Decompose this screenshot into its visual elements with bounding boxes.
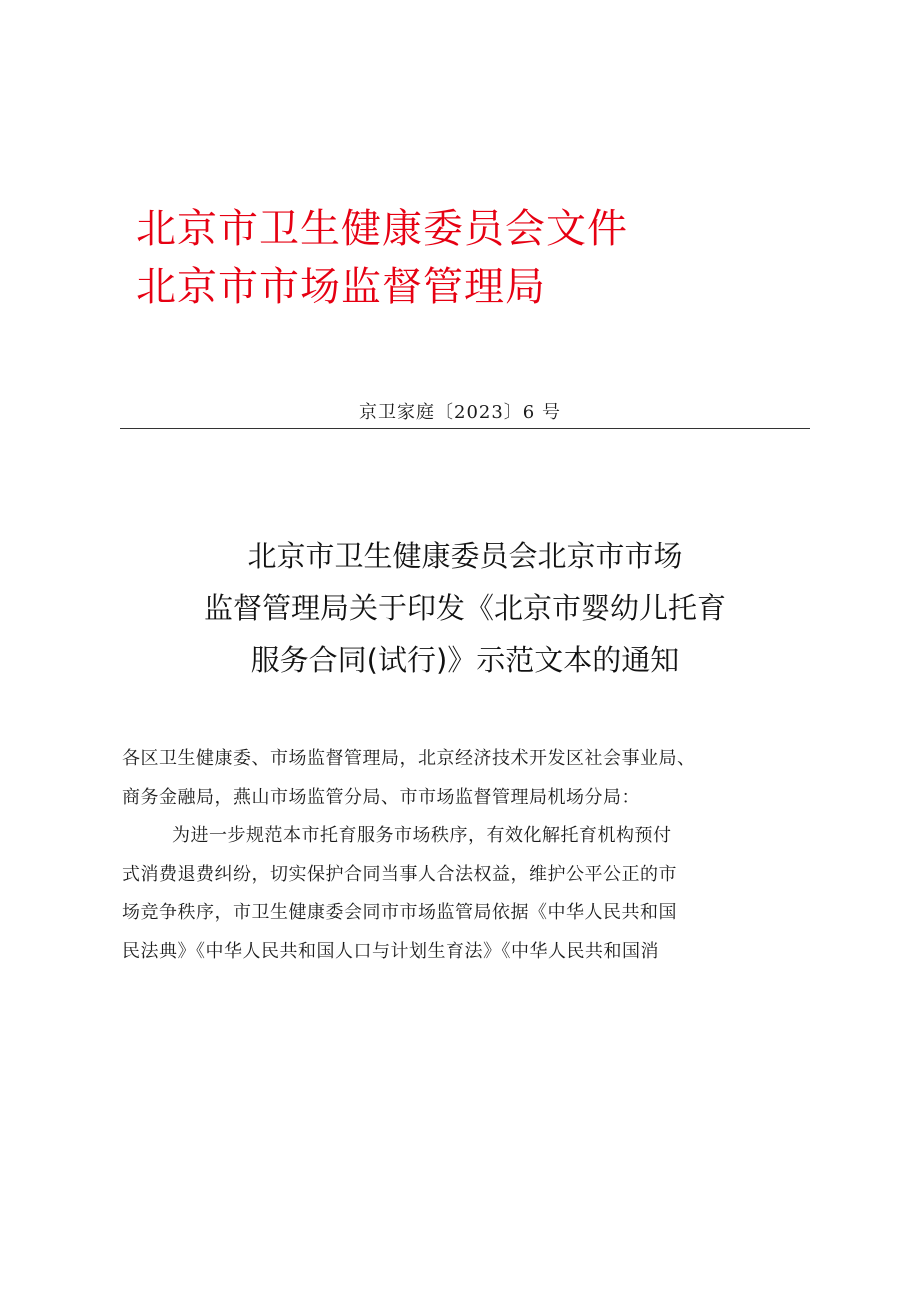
issuing-authority-header bbox=[136, 200, 836, 316]
document-number: 京卫家庭〔2023〕6 号 bbox=[359, 402, 561, 423]
addressee-line: 各区卫生健康委、市场监督管理局，北京经济技术开发区社会事业局、 bbox=[122, 748, 696, 769]
document-body bbox=[122, 740, 812, 971]
paragraph-line: 民法典》《中华人民共和国人口与计划生育法》《中华人民共和国消 bbox=[122, 940, 659, 962]
title-line: 服务合同(试行)》示范文本的通知 bbox=[250, 643, 680, 677]
title-line: 北京市卫生健康委员会北京市市场 bbox=[247, 539, 683, 573]
document-title bbox=[120, 530, 810, 686]
header-line-market-regulation: 北京市市场监督管理局 bbox=[136, 264, 546, 310]
paragraph-line: 场竞争秩序，市卫生健康委会同市市场监管局依据《中华人民共和国 bbox=[122, 902, 677, 923]
header-divider bbox=[120, 428, 810, 429]
paragraph-line: 式消费退费纠纷，切实保护合同当事人合法权益，维护公平公正的市 bbox=[122, 863, 677, 885]
title-line: 监督管理局关于印发《北京市婴幼儿托育 bbox=[203, 591, 726, 625]
addressee-line: 商务金融局，燕山市场监管分局、市市场监督管理局机场分局： bbox=[122, 786, 640, 808]
header-line-health-commission: 北京市卫生健康委员会文件 bbox=[136, 206, 628, 252]
paragraph-line: 为进一步规范本市托育服务市场秩序，有效化解托育机构预付 bbox=[172, 825, 672, 846]
